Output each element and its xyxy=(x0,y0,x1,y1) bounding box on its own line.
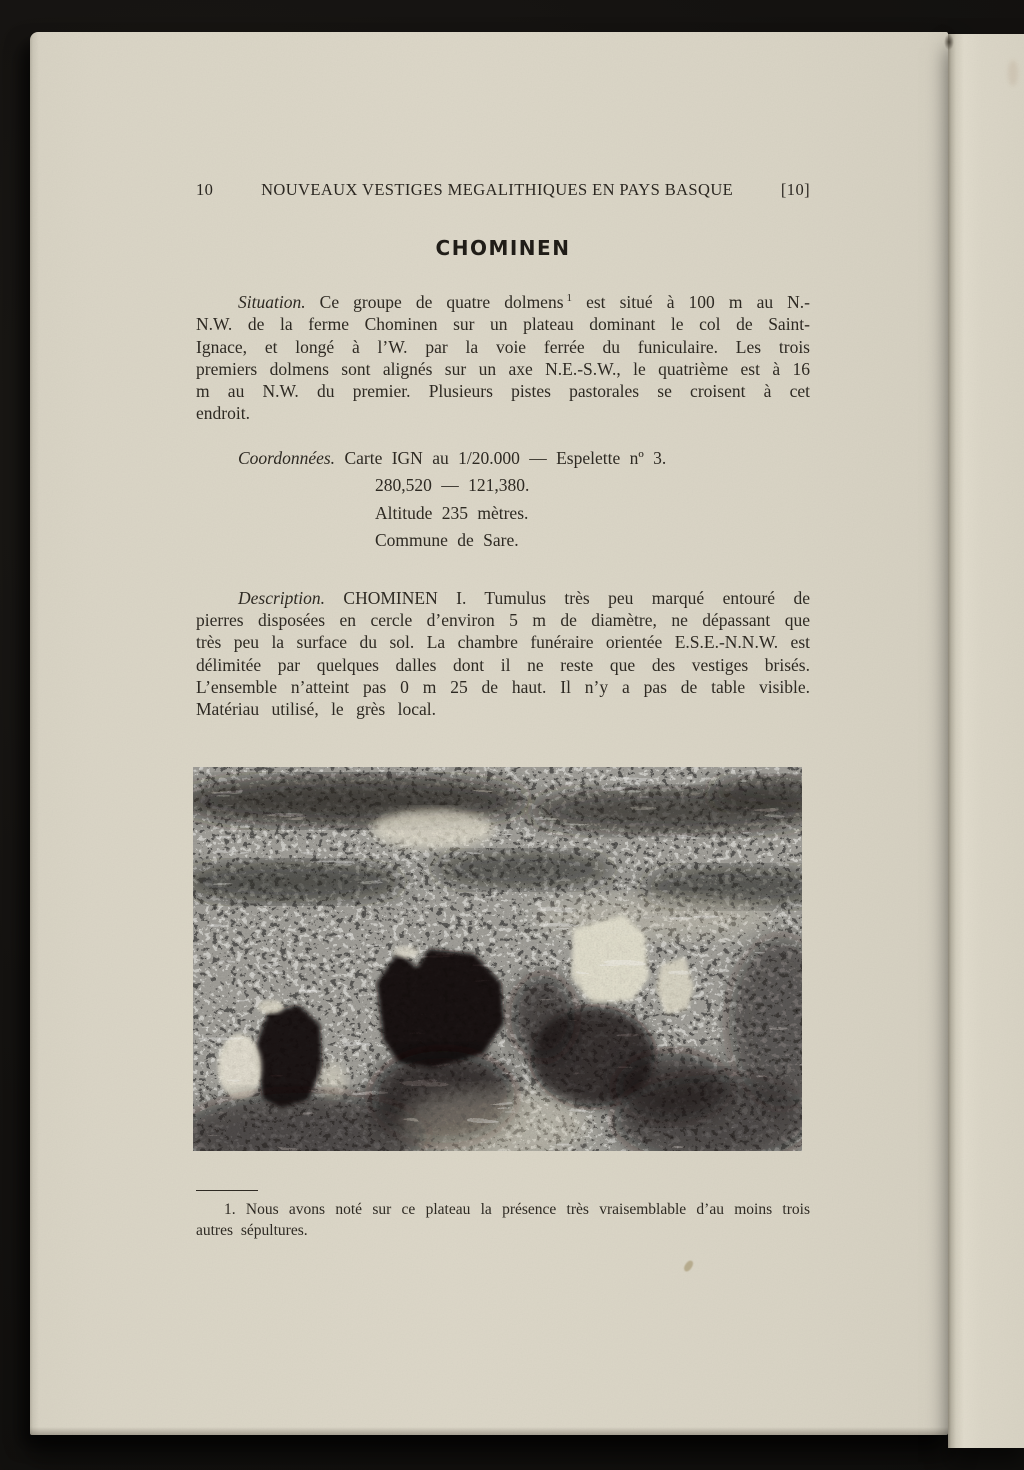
description-paragraph xyxy=(196,587,810,721)
bracket-page-number: [10] xyxy=(780,180,810,199)
page-crease xyxy=(944,34,954,50)
paper-smudge xyxy=(683,1259,695,1273)
site-photograph xyxy=(193,767,802,1151)
section-title: CHOMINEN xyxy=(435,236,571,260)
coordinates-block xyxy=(196,445,810,555)
running-title: NOUVEAUX VESTIGES MEGALITHIQUES EN PAYS BASQUE xyxy=(261,180,734,199)
description-text: CHOMINEN I. Tumulus très peu marqué entouré de pierres disposées en cercle d’environ 5 m de diamètre, ne dépassant que très peu la surface du sol. La chambre funéraire orientée E.S.E.-N.N.W. est délimitée par quelques dalles dont il ne reste que des vestiges brisés. L’ensemble n’atteint pas 0 m 25 de haut. Il n’y a pas de table visible. Matériau utilisé, le grès local. xyxy=(196,587,810,720)
footnote-number: 1. xyxy=(224,1201,236,1218)
footnote-body: Nous avons noté sur ce plateau la présence très vraisemblable d’au moins trois autres sépultures. xyxy=(196,1201,810,1239)
coordinates-commune: Commune de Sare. xyxy=(375,530,519,551)
situation-text-after-footnote: est situé à 100 m au N.-N.W. de la ferme Chominen sur un plateau dominant le col de Saint-Ignace, et longé à l’W. par la voie ferrée du funiculaire. Les trois premiers dolmens sont alignés sur un axe N.E.-S.W., le quatrième est à 16 m au N.W. du premier. Plusieurs pistes pastorales se croisent à cet endroit. xyxy=(196,292,810,424)
footnote-block xyxy=(196,1190,810,1241)
situation-text-before-footnote: Ce groupe de quatre dolmens xyxy=(305,292,564,312)
footnote-text xyxy=(196,1199,810,1241)
site-photograph-image xyxy=(193,767,802,1151)
coordinates-values xyxy=(375,472,810,555)
situation-label: Situation. xyxy=(238,292,306,312)
situation-paragraph xyxy=(196,291,810,425)
page-header xyxy=(196,180,810,200)
adjacent-page-edge xyxy=(948,34,1024,1448)
coordinates-grid-values: 280,520 — 121,380. xyxy=(375,475,530,496)
coordinates-altitude: Altitude 235 mètres. xyxy=(375,502,529,523)
footnote-reference: 1 xyxy=(566,292,573,305)
footnote-divider xyxy=(196,1190,258,1191)
page-edge-stain xyxy=(1008,60,1018,86)
coordinates-map-ref: Carte IGN au 1/20.000 — Espelette nº 3. xyxy=(335,447,667,468)
coordinates-label: Coordonnées. xyxy=(238,447,336,468)
description-label: Description. xyxy=(238,587,326,608)
coordinates-line xyxy=(196,445,810,473)
page-text-column xyxy=(196,180,810,721)
page-number: 10 xyxy=(196,180,214,199)
book-page xyxy=(30,32,948,1435)
